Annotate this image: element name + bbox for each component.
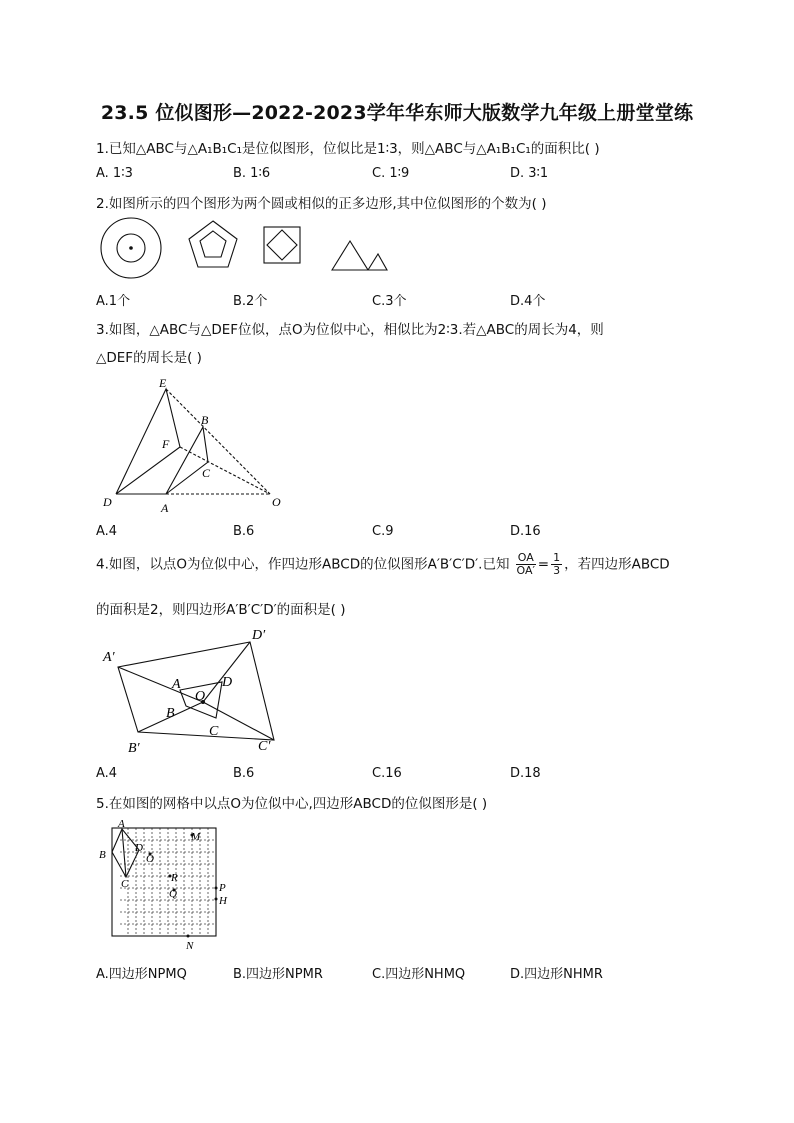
- label-p5: P: [219, 882, 226, 894]
- label-c4: C: [209, 724, 219, 739]
- question-5-option-d[interactable]: D.四边形NHMR: [510, 967, 603, 982]
- triangle-abc: [166, 427, 208, 494]
- question-1-option-a[interactable]: A. 1∶3: [96, 166, 133, 181]
- square-diamond-figure: [264, 227, 300, 263]
- question-3-option-c[interactable]: C.9: [372, 524, 394, 539]
- ray-oe: [166, 389, 270, 494]
- question-5-option-c[interactable]: C.四边形NHMQ: [372, 967, 466, 982]
- label-a-prime: A′: [103, 650, 115, 665]
- fraction-value-denominator: 3: [553, 564, 561, 577]
- ratio-fraction: [516, 552, 536, 577]
- label-c-prime: C′: [258, 739, 271, 754]
- question-5-figure: [96, 815, 246, 955]
- question-3-option-a[interactable]: A.4: [96, 524, 118, 539]
- question-1-option-c[interactable]: C. 1∶9: [372, 166, 410, 181]
- question-2-option-b[interactable]: B.2个: [233, 294, 268, 309]
- label-m5: M: [191, 831, 201, 843]
- question-5-stem: 5.在如图的网格中以点O为位似中心,四边形ABCD的位似图形是( ): [96, 796, 488, 812]
- question-3-option-b[interactable]: B.6: [233, 524, 255, 539]
- question-3-stem-line2: △DEF的周长是( ): [96, 350, 202, 366]
- equals-sign: =: [537, 556, 550, 573]
- question-2-figure: [96, 214, 396, 284]
- question-2-option-c[interactable]: C.3个: [372, 294, 407, 309]
- question-1-stem: 1.已知△ABC与△A₁B₁C₁是位似图形，位似比是1∶3，则△ABC与△A₁B₁C₁的面积比( ): [96, 141, 600, 157]
- question-4-option-b[interactable]: B.6: [233, 766, 255, 781]
- label-a4: A: [172, 677, 181, 692]
- label-o: O: [272, 495, 281, 509]
- label-a5: A: [118, 818, 125, 830]
- label-c5: C: [121, 878, 129, 890]
- question-2-stem: 2.如图所示的四个图形为两个圆或相似的正多边形,其中位似图形的个数为( ): [96, 196, 547, 212]
- label-r5: R: [171, 872, 178, 884]
- label-c: C: [202, 466, 211, 480]
- label-b-prime: B′: [128, 741, 140, 756]
- label-n5: N: [186, 940, 194, 952]
- label-d: D: [103, 495, 112, 509]
- label-d4: D: [222, 675, 233, 690]
- question-4-figure: [96, 622, 286, 757]
- fraction-value-numerator: 1: [553, 551, 561, 564]
- label-a: A: [161, 501, 169, 515]
- label-f: F: [162, 437, 170, 451]
- question-4-stem-line1: [96, 552, 670, 577]
- question-4-option-a[interactable]: A.4: [96, 766, 118, 781]
- question-4-stem-part1: 4.如图，以点O为位似中心，作四边形ABCD的位似图形A′B′C′D′.已知: [96, 556, 510, 573]
- question-3-figure: [96, 372, 296, 517]
- label-d-prime: D′: [252, 628, 266, 643]
- question-1-option-b[interactable]: B. 1∶6: [233, 166, 271, 181]
- question-2-option-d[interactable]: D.4个: [510, 294, 546, 309]
- question-5-option-b[interactable]: B.四边形NPMR: [233, 967, 323, 982]
- question-4-stem-line2: 的面积是2，则四边形A′B′C′D′的面积是( ): [96, 602, 346, 618]
- question-3-stem-line1: 3.如图，△ABC与△DEF位似，点O为位似中心，相似比为2∶3.若△ABC的周长为4，则: [96, 322, 604, 338]
- question-4-stem-part2: ，若四边形ABCD: [564, 556, 670, 573]
- question-5-option-a[interactable]: A.四边形NPMQ: [96, 967, 187, 982]
- two-triangles-figure: [332, 241, 387, 270]
- label-q5: Q: [169, 888, 177, 900]
- page-title: 23.5 位似图形—2022-2023学年华东师大版数学九年级上册堂堂练: [100, 102, 694, 124]
- fraction-numerator: OA: [517, 551, 534, 564]
- fraction-denominator: OA′: [516, 564, 536, 577]
- triangle-def: [116, 389, 180, 494]
- label-o4: O: [195, 689, 206, 704]
- question-4-option-d[interactable]: D.18: [510, 766, 541, 781]
- label-h5: H: [219, 895, 227, 907]
- label-d5: D: [135, 842, 143, 854]
- question-1-option-d[interactable]: D. 3∶1: [510, 166, 549, 181]
- ray-of: [180, 447, 270, 494]
- question-4-option-c[interactable]: C.16: [372, 766, 402, 781]
- question-3-option-d[interactable]: D.16: [510, 524, 541, 539]
- label-b: B: [201, 413, 209, 427]
- question-2-option-a[interactable]: A.1个: [96, 294, 131, 309]
- label-o5-small: O: [146, 853, 154, 865]
- concentric-circles-figure: [101, 218, 161, 278]
- nested-pentagons-figure: [189, 221, 237, 267]
- ratio-value-fraction: [551, 552, 562, 577]
- label-b4: B: [166, 706, 175, 721]
- label-e: E: [159, 376, 167, 390]
- label-b5: B: [99, 849, 106, 861]
